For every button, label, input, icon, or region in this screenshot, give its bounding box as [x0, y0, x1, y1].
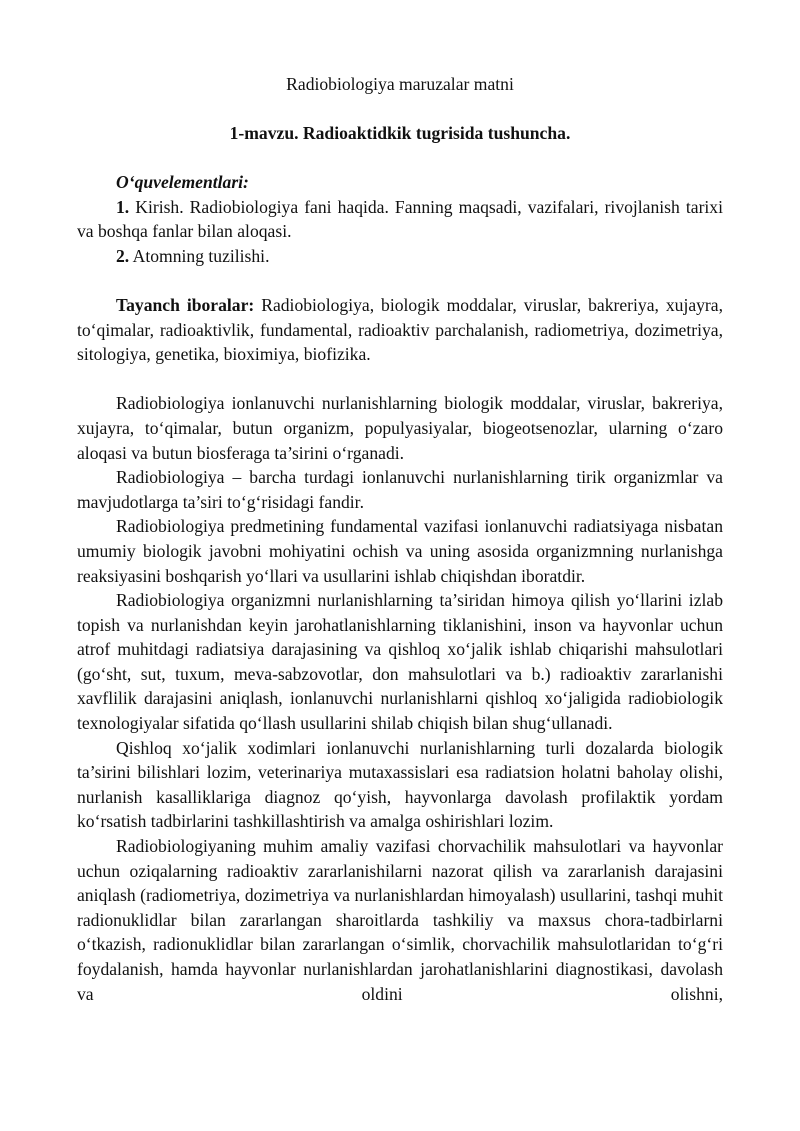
element-item-1 — [77, 195, 723, 244]
body-paragraph: Radiobiologiya – barcha turdagi ionlanuvchi nurlanishlarning tirik organizmlar va mavjudotlarga ta’siri to‘g‘risidagi fandir. — [77, 467, 723, 512]
element-item-2 — [77, 244, 723, 269]
body-paragraph: Radiobiologiya organizmni nurlanishlarning ta’siridan himoya qilish yo‘llarini izlab topish va nurlanishdan keyin jarohatlanishlarning tiklanishini, inson va hayvonlar uchun atrof muhitdagi radiatsiya darajasining va qishloq xo‘jalik ishlab chiqarishi mahsulotlari (go‘sht, sut, tuxum, meva-sabzovotlar, don mahsulotlari va b.) radioaktiv zararlanishi xavflilik darajasini aniqlash, ionlanuvchi nurlanishlarni qishloq xo‘jaligida radiobiologik texnologiyalar sifatida qo‘llash usullarini shilab chiqish bilan shug‘ullanadi. — [77, 590, 723, 734]
elements-heading: O‘quvelementlari: — [116, 172, 249, 192]
keywords-paragraph — [77, 293, 723, 367]
body-paragraph: Radiobiologiya ionlanuvchi nurlanishlarning biologik moddalar, viruslar, bakreriya, xujayra, to‘qimalar, butun organizm, populyasiyalar, biogeotsenozlar, ularning o‘zaro aloqasi va butun biosferaga ta’sirini o‘rganadi. — [77, 393, 723, 463]
document-title: Radiobiologiya maruzalar matni — [286, 74, 514, 94]
body-paragraph: Radiobiologiyaning muhim amaliy vazifasi chorvachilik mahsulotlari va hayvonlar uchun oziqalarning radioaktiv zararlanishilarni nazorat qilish va zararlanish darajasini aniqlash (radiometriya, dozimetriya va nurlanishlardan himoyalash) usullarini, tashqi muhit radionuklidlar bilan zararlangan sharoitlarda tashkiliy va maxsus chora-tadbirlarni o‘tkazish, radionuklidlar bilan zararlangan o‘simlik, chorvachilik mahsulotlaridan to‘g‘ri foydalanish, hamda hayvonlar nurlanishlardan jarohatlanishlarini diagnostikasi, davolash va oldini olishni, — [77, 836, 723, 1004]
body-paragraph: Qishloq xo‘jalik xodimlari ionlanuvchi nurlanishlarning turli dozalarda biologik ta’sirini bilishlari lozim, veterinariya mutaxassislari esa radiatsion holatni baholay olishi, nurlanish kasalliklariga diagnoz qo‘yish, hayvonlarga davolash profilaktik yordam ko‘rsatish tadbirlarini tashkillashtirish va amalga oshirishlari lozim. — [77, 737, 723, 832]
spacer — [77, 367, 723, 392]
element-text: Atomning tuzilishi. — [129, 245, 270, 266]
element-number: 1. — [116, 196, 130, 217]
element-text: Kirish. Radiobiologiya fani haqida. Fanning maqsadi, vazifalari, rivojlanish tarixi va boshqa fanlar bilan aloqasi. — [77, 196, 723, 242]
spacer — [77, 146, 723, 170]
body-paragraph: Radiobiologiya predmetining fundamental vazifasi ionlanuvchi radiatsiyaga nisbatan umumiy biologik javobni mohiyatini ochish va uning asosida organizmning nurlanishga reaksiyasini boshqarish yo‘llari va usullarini ishlab chiqishdan iboratdir. — [77, 516, 723, 586]
topic-title: 1-mavzu. Radioaktidkik tugrisida tushuncha. — [229, 123, 571, 143]
element-number: 2. — [116, 245, 130, 266]
document-page — [77, 72, 723, 1006]
keywords-label: Tayanch iboralar: — [116, 294, 255, 315]
spacer — [77, 268, 723, 293]
keywords-text: Radiobiologiya, biologik moddalar, viruslar, bakreriya, xujayra, to‘qimalar, radioaktivlik, fundamental, radioaktiv parchalanish, radiometriya, dozimetriya, sitologiya, genetika, bioximiya, biofizika. — [77, 294, 724, 365]
